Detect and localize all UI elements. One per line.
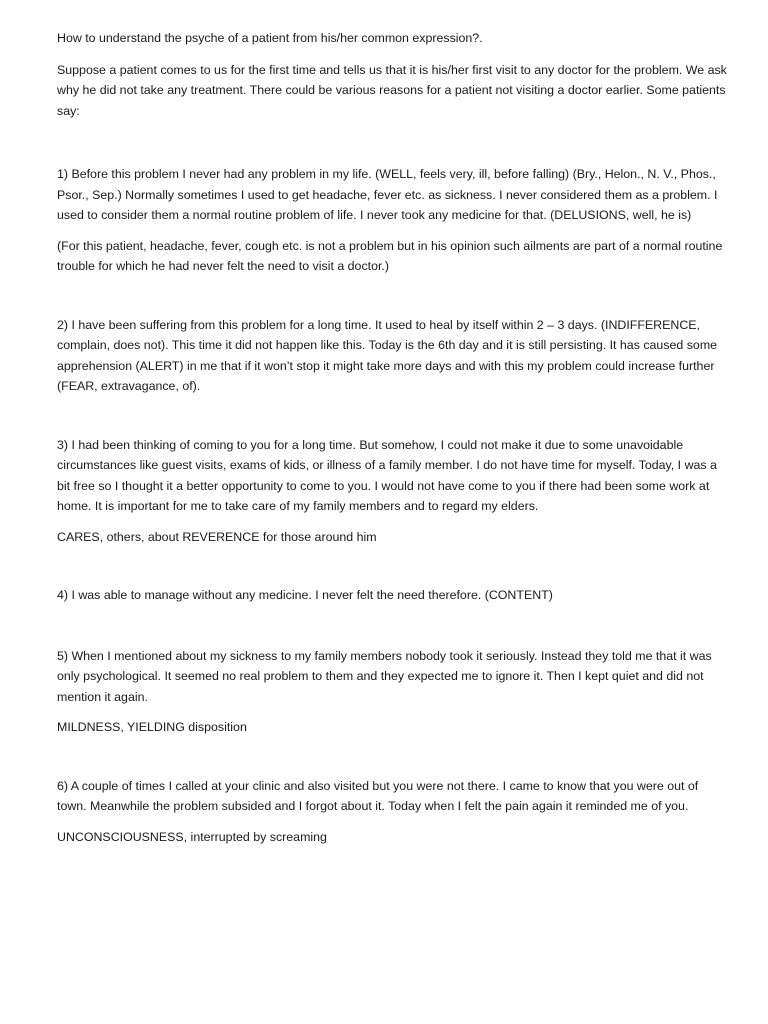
- section-1-text: 1) Before this problem I never had any problem in my life. (WELL, feels very, ill, before falling) (Bry., Helon., N. V., Phos., Psor., Sep.) Normally sometimes I used to get headache, fever etc. as sickness. I never considered them as a problem. I used to consider them a normal routine problem of life. I never took any medicine for that. (DELUSIONS, well, he is): [57, 167, 718, 222]
- section-3: [57, 435, 727, 548]
- section-2-text: 2) I have been suffering from this problem for a long time. It used to heal by itself within 2 – 3 days. (INDIFFERENCE, complain, does not). This time it did not happen like this. Today is the 6th day and it is still persisting. It has caused some apprehension (ALERT) in me that if it won’t stop it might take more days and with this my problem could increase further (FEAR, extravagance, of).: [57, 317, 718, 393]
- section-6-note: UNCONSCIOUSNESS, interrupted by screaming: [57, 829, 327, 844]
- document-title: How to understand the psyche of a patient from his/her common expression?.: [57, 31, 483, 45]
- section-4: [57, 585, 727, 606]
- section-1-note: (For this patient, headache, fever, cough etc. is not a problem but in his opinion such ailments are part of a normal routine trouble for which he had never felt the need to visit a doctor.): [57, 238, 723, 273]
- section-6: [57, 776, 727, 848]
- section-5-text: 5) When I mentioned about my sickness to my family members nobody took it seriously. Instead they told me that it was only psychological. It seemed no real problem to them and they expected me to ignore it. Then I kept quiet and did not mention it again.: [57, 648, 712, 704]
- section-4-text: 4) I was able to manage without any medicine. I never felt the need therefore. (CONTENT): [57, 588, 553, 602]
- section-1: [57, 164, 727, 277]
- document-page: [57, 28, 727, 847]
- section-3-note: CARES, others, about REVERENCE for those around him: [57, 529, 377, 544]
- section-3-text: 3) I had been thinking of coming to you for a long time. But somehow, I could not make it due to some unavoidable circumstances like guest visits, exams of kids, or illness of a family member. I do not have time for myself. Today, I was a bit free so I thought it a better opportunity to come to you. I would not have come to you if there had been some work at home. It is important for me to take care of my family members and to regard my elders.: [57, 437, 717, 513]
- section-5: [57, 646, 727, 738]
- section-5-note: MILDNESS, YIELDING disposition: [57, 720, 247, 734]
- section-2: [57, 315, 727, 397]
- intro-paragraph: Suppose a patient comes to us for the first time and tells us that it is his/her first visit to any doctor for the problem. We ask why he did not take any treatment. There could be various reasons for a patient not visiting a doctor earlier. Some patients say:: [57, 62, 727, 118]
- section-6-text: 6) A couple of times I called at your clinic and also visited but you were not there. I came to know that you were out of town. Meanwhile the problem subsided and I forgot about it. Today when I felt the pain again it reminded me of you.: [57, 778, 699, 813]
